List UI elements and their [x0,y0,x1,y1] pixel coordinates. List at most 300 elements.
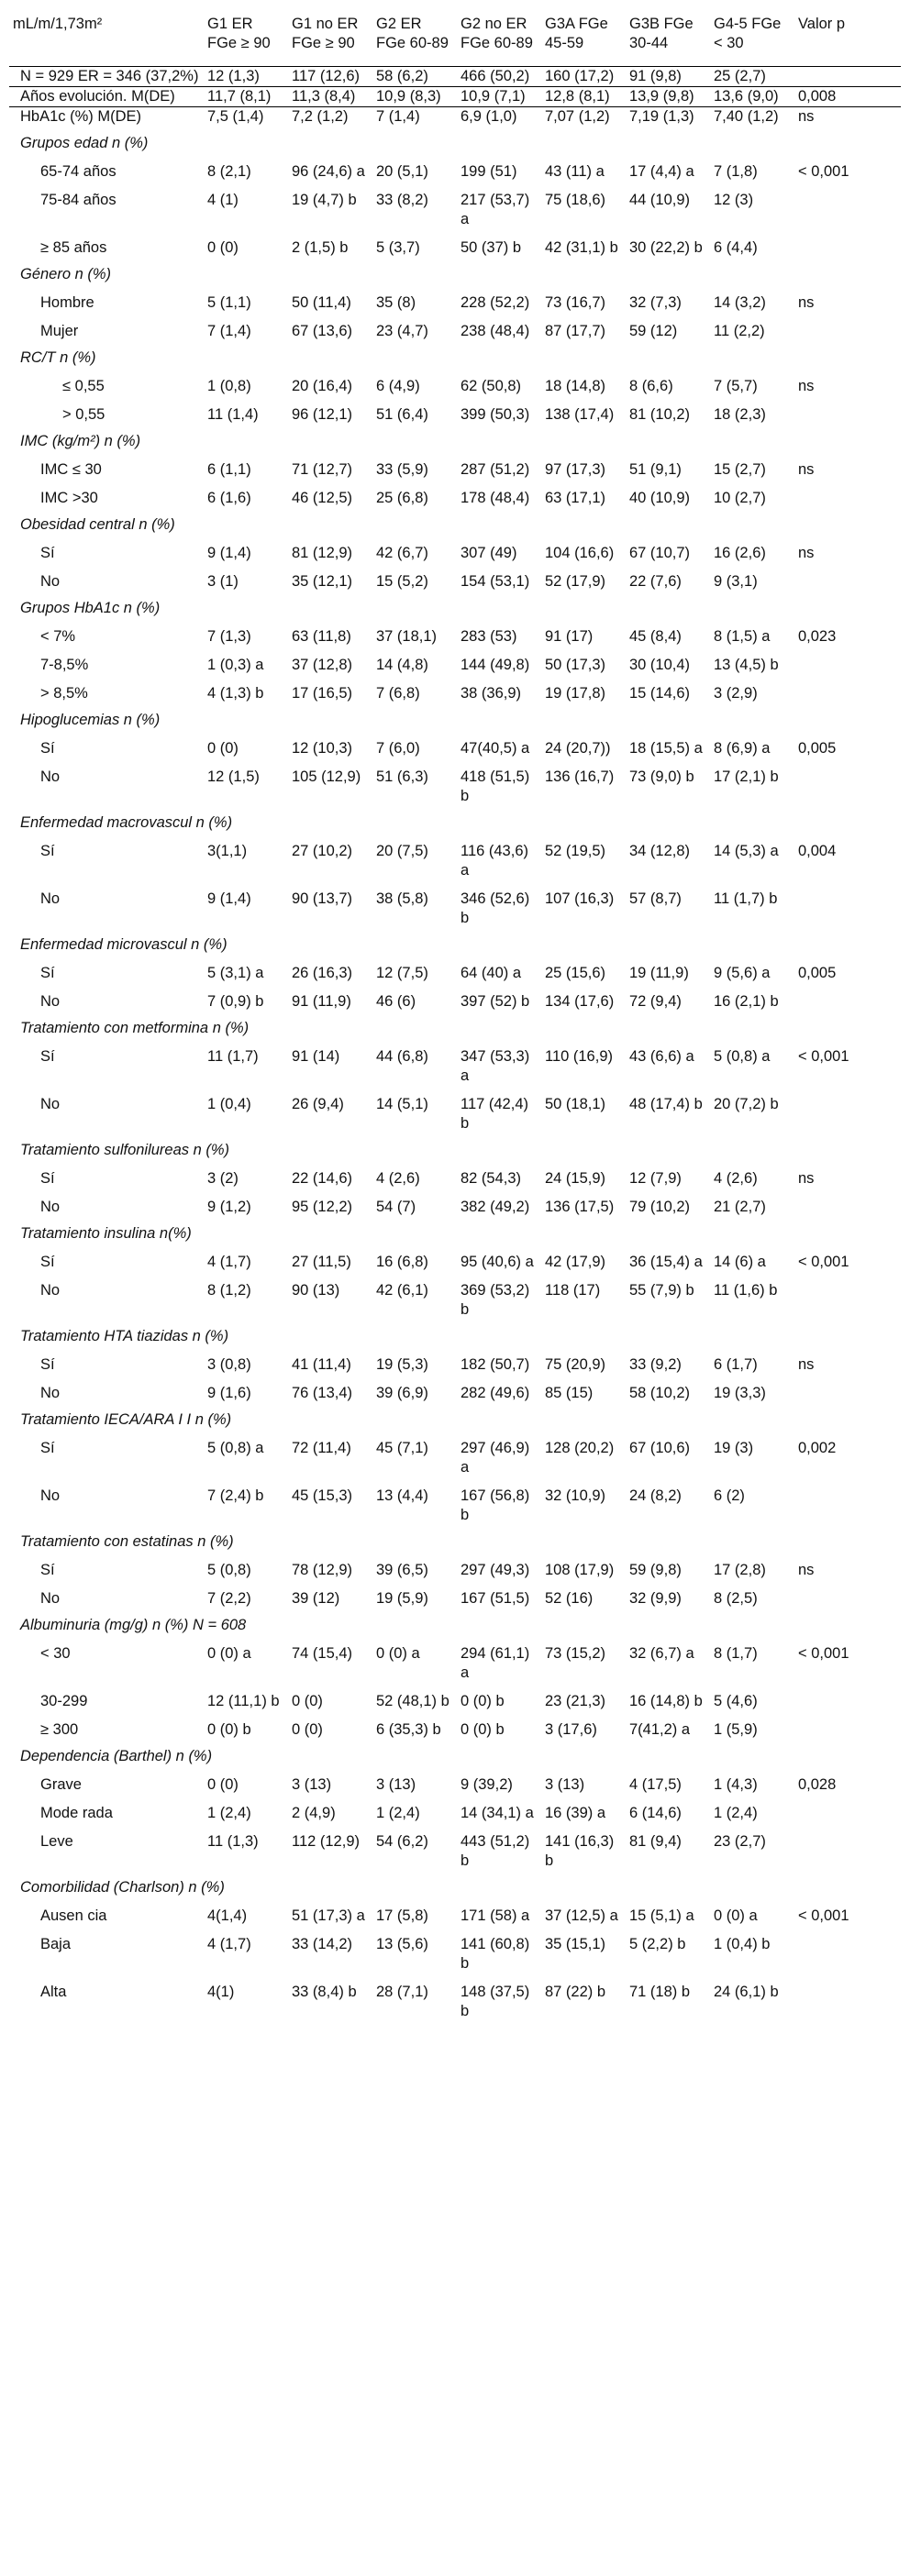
p-value-cell [794,182,901,229]
value-cell: 0 (0) a [376,1645,420,1662]
value-cell: 1 (2,4) [207,1805,251,1821]
value-cell: 90 (13,7) [292,890,353,907]
value-cell: 3 (13) [376,1776,416,1793]
p-value-cell: 0,004 [798,843,837,859]
value-cell: 287 (51,2) [461,461,530,478]
value-cell: 1 (2,4) [376,1805,420,1821]
value-cell: 17 (4,4) a [629,163,694,180]
table-row [9,107,901,127]
table-row [9,153,901,182]
value-cell: 4 (2,6) [714,1170,758,1187]
value-cell: 346 (52,6) b [461,890,530,926]
value-cell: 54 (7) [376,1199,416,1215]
header-cell: G2 ER FGe 60-89 [376,16,449,51]
value-cell: 95 (40,6) a [461,1254,534,1270]
value-cell: 52 (17,9) [545,573,606,590]
value-cell: 17 (2,8) [714,1562,766,1578]
value-cell: 9 (5,6) a [714,965,771,981]
value-cell: 33 (5,9) [376,461,428,478]
value-cell: 37 (18,1) [376,628,438,645]
section-label: Tratamiento con metformina n (%) [20,1020,250,1036]
table-row [9,1766,901,1795]
value-cell: 19 (4,7) b [292,192,357,208]
row-label: No [40,768,61,785]
p-value-cell [794,480,901,508]
value-cell: 5 (0,8) a [714,1048,771,1065]
value-cell: 91 (17) [545,628,594,645]
value-cell: 11 (1,7) b [714,890,778,907]
value-cell: 11 (1,6) b [714,1282,778,1299]
row-label: ≥ 85 años [40,239,107,256]
value-cell: 33 (8,4) b [292,1984,357,2000]
p-value-cell: 0,005 [798,965,837,981]
p-value-cell: 0,005 [798,740,837,757]
value-cell: 26 (16,3) [292,965,353,981]
value-cell: 26 (9,4) [292,1096,344,1112]
value-cell: 6 (4,9) [376,378,420,394]
section-row [9,1133,901,1160]
p-value-cell: ns [798,1356,815,1373]
p-value-cell: ns [798,1170,815,1187]
value-cell: 128 (20,2) [545,1440,615,1456]
value-cell: 91 (9,8) [626,67,710,87]
value-cell: 12 (1,5) [207,768,260,785]
value-cell: 4 (1,7) [207,1254,251,1270]
value-cell: 167 (56,8) b [461,1487,530,1523]
section-label: Tratamiento con estatinas n (%) [20,1533,234,1550]
value-cell: 85 (15) [545,1385,594,1401]
value-cell: 7,19 (1,3) [626,107,710,127]
table-row [9,1711,901,1740]
value-cell: 96 (12,1) [292,406,353,423]
value-cell: 73 (15,2) [545,1645,606,1662]
value-cell: 24 (6,1) b [714,1984,779,2000]
p-value-cell: < 0,001 [798,1907,849,1924]
value-cell: 39 (12) [292,1590,340,1607]
value-cell: 71 (12,7) [292,461,353,478]
value-cell: 50 (11,4) [292,294,351,311]
row-label: < 7% [40,628,76,645]
value-cell: 96 (24,6) a [292,163,365,180]
row-label: Sí [40,1048,55,1065]
table-row [9,396,901,425]
value-cell: 7,40 (1,2) [710,107,794,127]
p-value-cell [794,1086,901,1133]
value-cell: 7,07 (1,2) [541,107,626,127]
value-cell: 0 (0) b [461,1693,505,1709]
p-value-cell [794,396,901,425]
row-label: Grave [40,1776,82,1793]
table-row [9,1160,901,1188]
value-cell: 19 (5,9) [376,1590,428,1607]
value-cell: 1 (0,8) [207,378,251,394]
row-label: No [40,573,61,590]
value-cell: 1 (0,4) [207,1096,251,1112]
row-label: Mode rada [40,1805,113,1821]
value-cell: 19 (17,8) [545,685,606,702]
value-cell: 15 (5,2) [376,573,428,590]
section-row [9,928,901,955]
table-row [9,675,901,703]
table-row [9,758,901,806]
p-value-cell: ns [798,1562,815,1578]
value-cell: 110 (16,9) [545,1048,613,1065]
value-cell: 136 (17,5) [545,1199,615,1215]
p-value-cell: < 0,001 [798,1048,849,1065]
value-cell: 24 (8,2) [629,1487,682,1504]
value-cell: 45 (7,1) [376,1440,428,1456]
value-cell: 148 (37,5) b [461,1984,530,2019]
value-cell: 75 (18,6) [545,192,606,208]
value-cell: 87 (17,7) [545,323,606,339]
value-cell: 7 (6,8) [376,685,420,702]
table-row [9,1580,901,1609]
row-label: Sí [40,1440,55,1456]
value-cell: 117 (42,4) b [461,1096,528,1132]
value-cell: 20 (7,2) b [714,1096,779,1112]
value-cell: 18 (2,3) [714,406,766,423]
value-cell: 14 (6) a [714,1254,766,1270]
p-value-cell: ns [798,294,815,311]
value-cell: 12 (11,1) b [207,1693,280,1709]
p-value-cell: < 0,001 [798,1254,849,1270]
section-label: Enfermedad microvascul n (%) [20,936,228,953]
value-cell: 59 (12) [629,323,678,339]
value-cell: 3 (13) [292,1776,332,1793]
value-cell: 59 (9,8) [629,1562,682,1578]
value-cell: 116 (43,6) a [461,843,528,879]
p-value-cell: < 0,001 [798,163,849,180]
value-cell: 9 (1,2) [207,1199,251,1215]
value-cell: 8 (1,7) [714,1645,758,1662]
value-cell: 71 (18) b [629,1984,691,2000]
section-row [9,703,901,730]
value-cell: 160 (17,2) [541,67,626,87]
row-label: Baja [40,1936,72,1952]
value-cell: 297 (46,9) a [461,1440,530,1476]
value-cell: 3 (0,8) [207,1356,251,1373]
value-cell: 91 (14) [292,1048,340,1065]
value-cell: 23 (21,3) [545,1693,606,1709]
value-cell: 28 (7,1) [376,1984,428,2000]
value-cell: 74 (15,4) [292,1645,353,1662]
section-label: Tratamiento insulina n(%) [20,1225,192,1242]
section-row [9,1217,901,1244]
row-label: Leve [40,1833,73,1850]
value-cell: 6 (35,3) b [376,1721,441,1738]
value-cell: 14 (34,1) a [461,1805,534,1821]
value-cell: 9 (1,4) [207,890,251,907]
value-cell: 27 (11,5) [292,1254,351,1270]
value-cell: 34 (12,8) [629,843,691,859]
value-cell: 199 (51) [461,163,517,180]
value-cell: 48 (17,4) b [629,1096,703,1112]
row-label: No [40,1282,61,1299]
row-label: No [40,1096,61,1112]
value-cell: 13 (5,6) [376,1936,428,1952]
row-label: ≥ 300 [40,1721,79,1738]
value-cell: 19 (5,3) [376,1356,428,1373]
value-cell: 17 (16,5) [292,685,353,702]
value-cell: 33 (8,2) [376,192,428,208]
value-cell: 43 (11) a [545,163,605,180]
p-value-cell: 0,023 [798,628,837,645]
value-cell: 0 (0) a [714,1907,758,1924]
value-cell: 25 (2,7) [710,67,794,87]
value-cell: 16 (39) a [545,1805,606,1821]
value-cell: 54 (6,2) [376,1833,428,1850]
value-cell: 45 (8,4) [629,628,682,645]
value-cell: 13,6 (9,0) [710,87,794,107]
value-cell: 40 (10,9) [629,490,691,506]
value-cell: 57 (8,7) [629,890,682,907]
value-cell: 4 (17,5) [629,1776,682,1793]
value-cell: 46 (12,5) [292,490,353,506]
value-cell: 11 (1,4) [207,406,259,423]
value-cell: 24 (20,7)) [545,740,611,757]
value-cell: 67 (10,7) [629,545,691,561]
p-value-cell [794,1973,901,2021]
value-cell: 91 (11,9) [292,993,351,1010]
value-cell: 282 (49,6) [461,1385,530,1401]
p-value-cell: 0,002 [798,1440,837,1456]
value-cell: 30 (22,2) b [629,239,703,256]
p-value-cell [794,647,901,675]
header-cell: Valor p [798,16,846,32]
value-cell: 397 (52) b [461,993,530,1010]
value-cell: 55 (7,9) b [629,1282,694,1299]
value-cell: 50 (18,1) [545,1096,606,1112]
value-cell: 7 (0,9) b [207,993,264,1010]
p-value-cell [794,1795,901,1823]
header-cell: mL/m/1,73m² [13,16,103,32]
value-cell: 5 (3,7) [376,239,420,256]
value-cell: 5 (4,6) [714,1693,758,1709]
table-row [9,451,901,480]
value-cell: 21 (2,7) [714,1199,766,1215]
value-cell: 19 (3,3) [714,1385,766,1401]
value-cell: 10,9 (7,1) [457,87,541,107]
value-cell: 217 (53,7) a [461,192,530,227]
row-label: Ausen cia [40,1907,107,1924]
row-label: No [40,890,61,907]
header-cell: G3B FGe 30-44 [629,16,694,51]
table-row [9,618,901,647]
table-row [9,1926,901,1973]
section-row [9,341,901,368]
value-cell: 7 (1,3) [207,628,251,645]
value-cell: 50 (37) b [461,239,522,256]
value-cell: 47(40,5) a [461,740,530,757]
value-cell: 78 (12,9) [292,1562,353,1578]
value-cell: 369 (53,2) b [461,1282,530,1318]
value-cell: 238 (48,4) [461,323,530,339]
section-label: Hipoglucemias n (%) [20,712,161,728]
value-cell: 16 (2,6) [714,545,766,561]
section-row [9,806,901,833]
value-cell: 171 (58) a [461,1907,530,1924]
value-cell: 22 (7,6) [629,573,682,590]
value-cell: 6 (1,7) [714,1356,758,1373]
table-row [9,1038,901,1086]
value-cell: 76 (13,4) [292,1385,353,1401]
value-cell: 12 (7,9) [629,1170,682,1187]
p-value-cell [794,1711,901,1740]
row-label: 7-8,5% [40,657,89,673]
row-label: Sí [40,965,55,981]
table-row [9,955,901,983]
value-cell: 104 (16,6) [545,545,615,561]
p-value-cell: ns [798,378,815,394]
value-cell: 14 (3,2) [714,294,766,311]
value-cell: 35 (8) [376,294,416,311]
section-label: Dependencia (Barthel) n (%) [20,1748,213,1764]
value-cell: 1 (2,4) [714,1805,758,1821]
value-cell: 79 (10,2) [629,1199,691,1215]
value-cell: 14 (5,3) a [714,843,779,859]
value-cell: 8 (6,6) [629,378,673,394]
section-label: Obesidad central n (%) [20,516,175,533]
row-label: No [40,1385,61,1401]
value-cell: 138 (17,4) [545,406,615,423]
table-row [9,480,901,508]
row-label: No [40,993,61,1010]
value-cell: 6 (14,6) [629,1805,682,1821]
value-cell: 112 (12,9) [292,1833,360,1850]
value-cell: 14 (4,8) [376,657,428,673]
value-cell: 294 (61,1) a [461,1645,530,1681]
section-row [9,1012,901,1038]
section-row [9,1403,901,1430]
value-cell: 6,9 (1,0) [457,107,541,127]
value-cell: 16 (2,1) b [714,993,779,1010]
row-label: Sí [40,740,55,757]
data-table [9,4,901,2021]
value-cell: 0 (0) a [207,1645,251,1662]
value-cell: 9 (39,2) [461,1776,513,1793]
value-cell: 1 (5,9) [714,1721,758,1738]
row-label: > 8,5% [40,685,88,702]
row-label: Sí [40,843,55,859]
value-cell: 82 (54,3) [461,1170,522,1187]
value-cell: 25 (6,8) [376,490,428,506]
table-row [9,67,901,87]
value-cell: 43 (6,6) a [629,1048,694,1065]
row-label: No [40,1590,61,1607]
row-label: < 30 [40,1645,71,1662]
value-cell: 3(1,1) [207,843,248,859]
value-cell: 23 (4,7) [376,323,428,339]
table-row [9,229,901,258]
value-cell: 14 (5,1) [376,1096,428,1112]
section-label: Tratamiento sulfonilureas n (%) [20,1142,230,1158]
value-cell: 118 (17) [545,1282,601,1299]
row-label: No [40,1199,61,1215]
table-row [9,1272,901,1320]
value-cell: 52 (19,5) [545,843,606,859]
section-row [9,1320,901,1346]
value-cell: 141 (16,3) b [545,1833,615,1869]
section-label: Grupos HbA1c n (%) [20,600,161,616]
value-cell: 9 (1,4) [207,545,251,561]
row-label: Sí [40,545,55,561]
value-cell: 9 (3,1) [714,573,758,590]
section-row [9,508,901,535]
value-cell: 105 (12,9) [292,768,361,785]
value-cell: 13 (4,5) b [714,657,779,673]
value-cell: 4 (1) [207,192,239,208]
table-row [9,313,901,341]
value-cell: 51 (17,3) a [292,1907,365,1924]
value-cell: 52 (48,1) b [376,1693,449,1709]
p-value-cell: 0,008 [794,87,901,107]
section-row [9,1609,901,1635]
p-value-cell [794,67,901,87]
value-cell: 0 (0) [292,1693,323,1709]
value-cell: 7 (2,4) b [207,1487,264,1504]
value-cell: 18 (14,8) [545,378,606,394]
p-value-cell: ns [794,107,901,127]
value-cell: 0 (0) [207,239,239,256]
value-cell: 2 (1,5) b [292,239,349,256]
value-cell: 0 (0) [207,1776,239,1793]
row-label: Sí [40,1356,55,1373]
p-value-cell [794,1188,901,1217]
header-cell: G4-5 FGe < 30 [714,16,782,51]
value-cell: 42 (31,1) b [545,239,618,256]
value-cell: 443 (51,2) b [461,1833,530,1869]
value-cell: 81 (10,2) [629,406,691,423]
value-cell: 67 (10,6) [629,1440,691,1456]
value-cell: 15 (2,7) [714,461,766,478]
p-value-cell [794,229,901,258]
value-cell: 3 (2) [207,1170,239,1187]
table-row [9,833,901,880]
value-cell: 5 (1,1) [207,294,251,311]
value-cell: 63 (17,1) [545,490,606,506]
value-cell: 90 (13) [292,1282,340,1299]
value-cell: 418 (51,5) b [461,768,530,804]
table-row [9,1973,901,2021]
value-cell: 4 (2,6) [376,1170,420,1187]
p-value-cell [794,1683,901,1711]
value-cell: 3 (13) [545,1776,585,1793]
table-row [9,368,901,396]
row-label: HbA1c (%) M(DE) [9,107,204,127]
value-cell: 3 (17,6) [545,1721,597,1738]
p-value-cell [794,1477,901,1525]
value-cell: 0 (0) [292,1721,323,1738]
section-label: Comorbilidad (Charlson) n (%) [20,1879,225,1896]
value-cell: 67 (13,6) [292,323,353,339]
value-cell: 52 (16) [545,1590,594,1607]
value-cell: 0 (0) b [207,1721,251,1738]
table-row [9,1552,901,1580]
row-label: 75-84 años [40,192,117,208]
p-value-cell [794,563,901,591]
value-cell: 22 (14,6) [292,1170,353,1187]
row-label: Sí [40,1562,55,1578]
p-value-cell: 0,028 [798,1776,837,1793]
value-cell: 136 (16,7) [545,768,615,785]
value-cell: 8 (2,1) [207,163,251,180]
value-cell: 7,5 (1,4) [204,107,288,127]
table-body [9,67,901,2022]
value-cell: 75 (20,9) [545,1356,606,1373]
value-cell: 7 (1,4) [372,107,457,127]
section-label: Enfermedad macrovascul n (%) [20,814,233,831]
value-cell: 0 (0) [207,740,239,757]
